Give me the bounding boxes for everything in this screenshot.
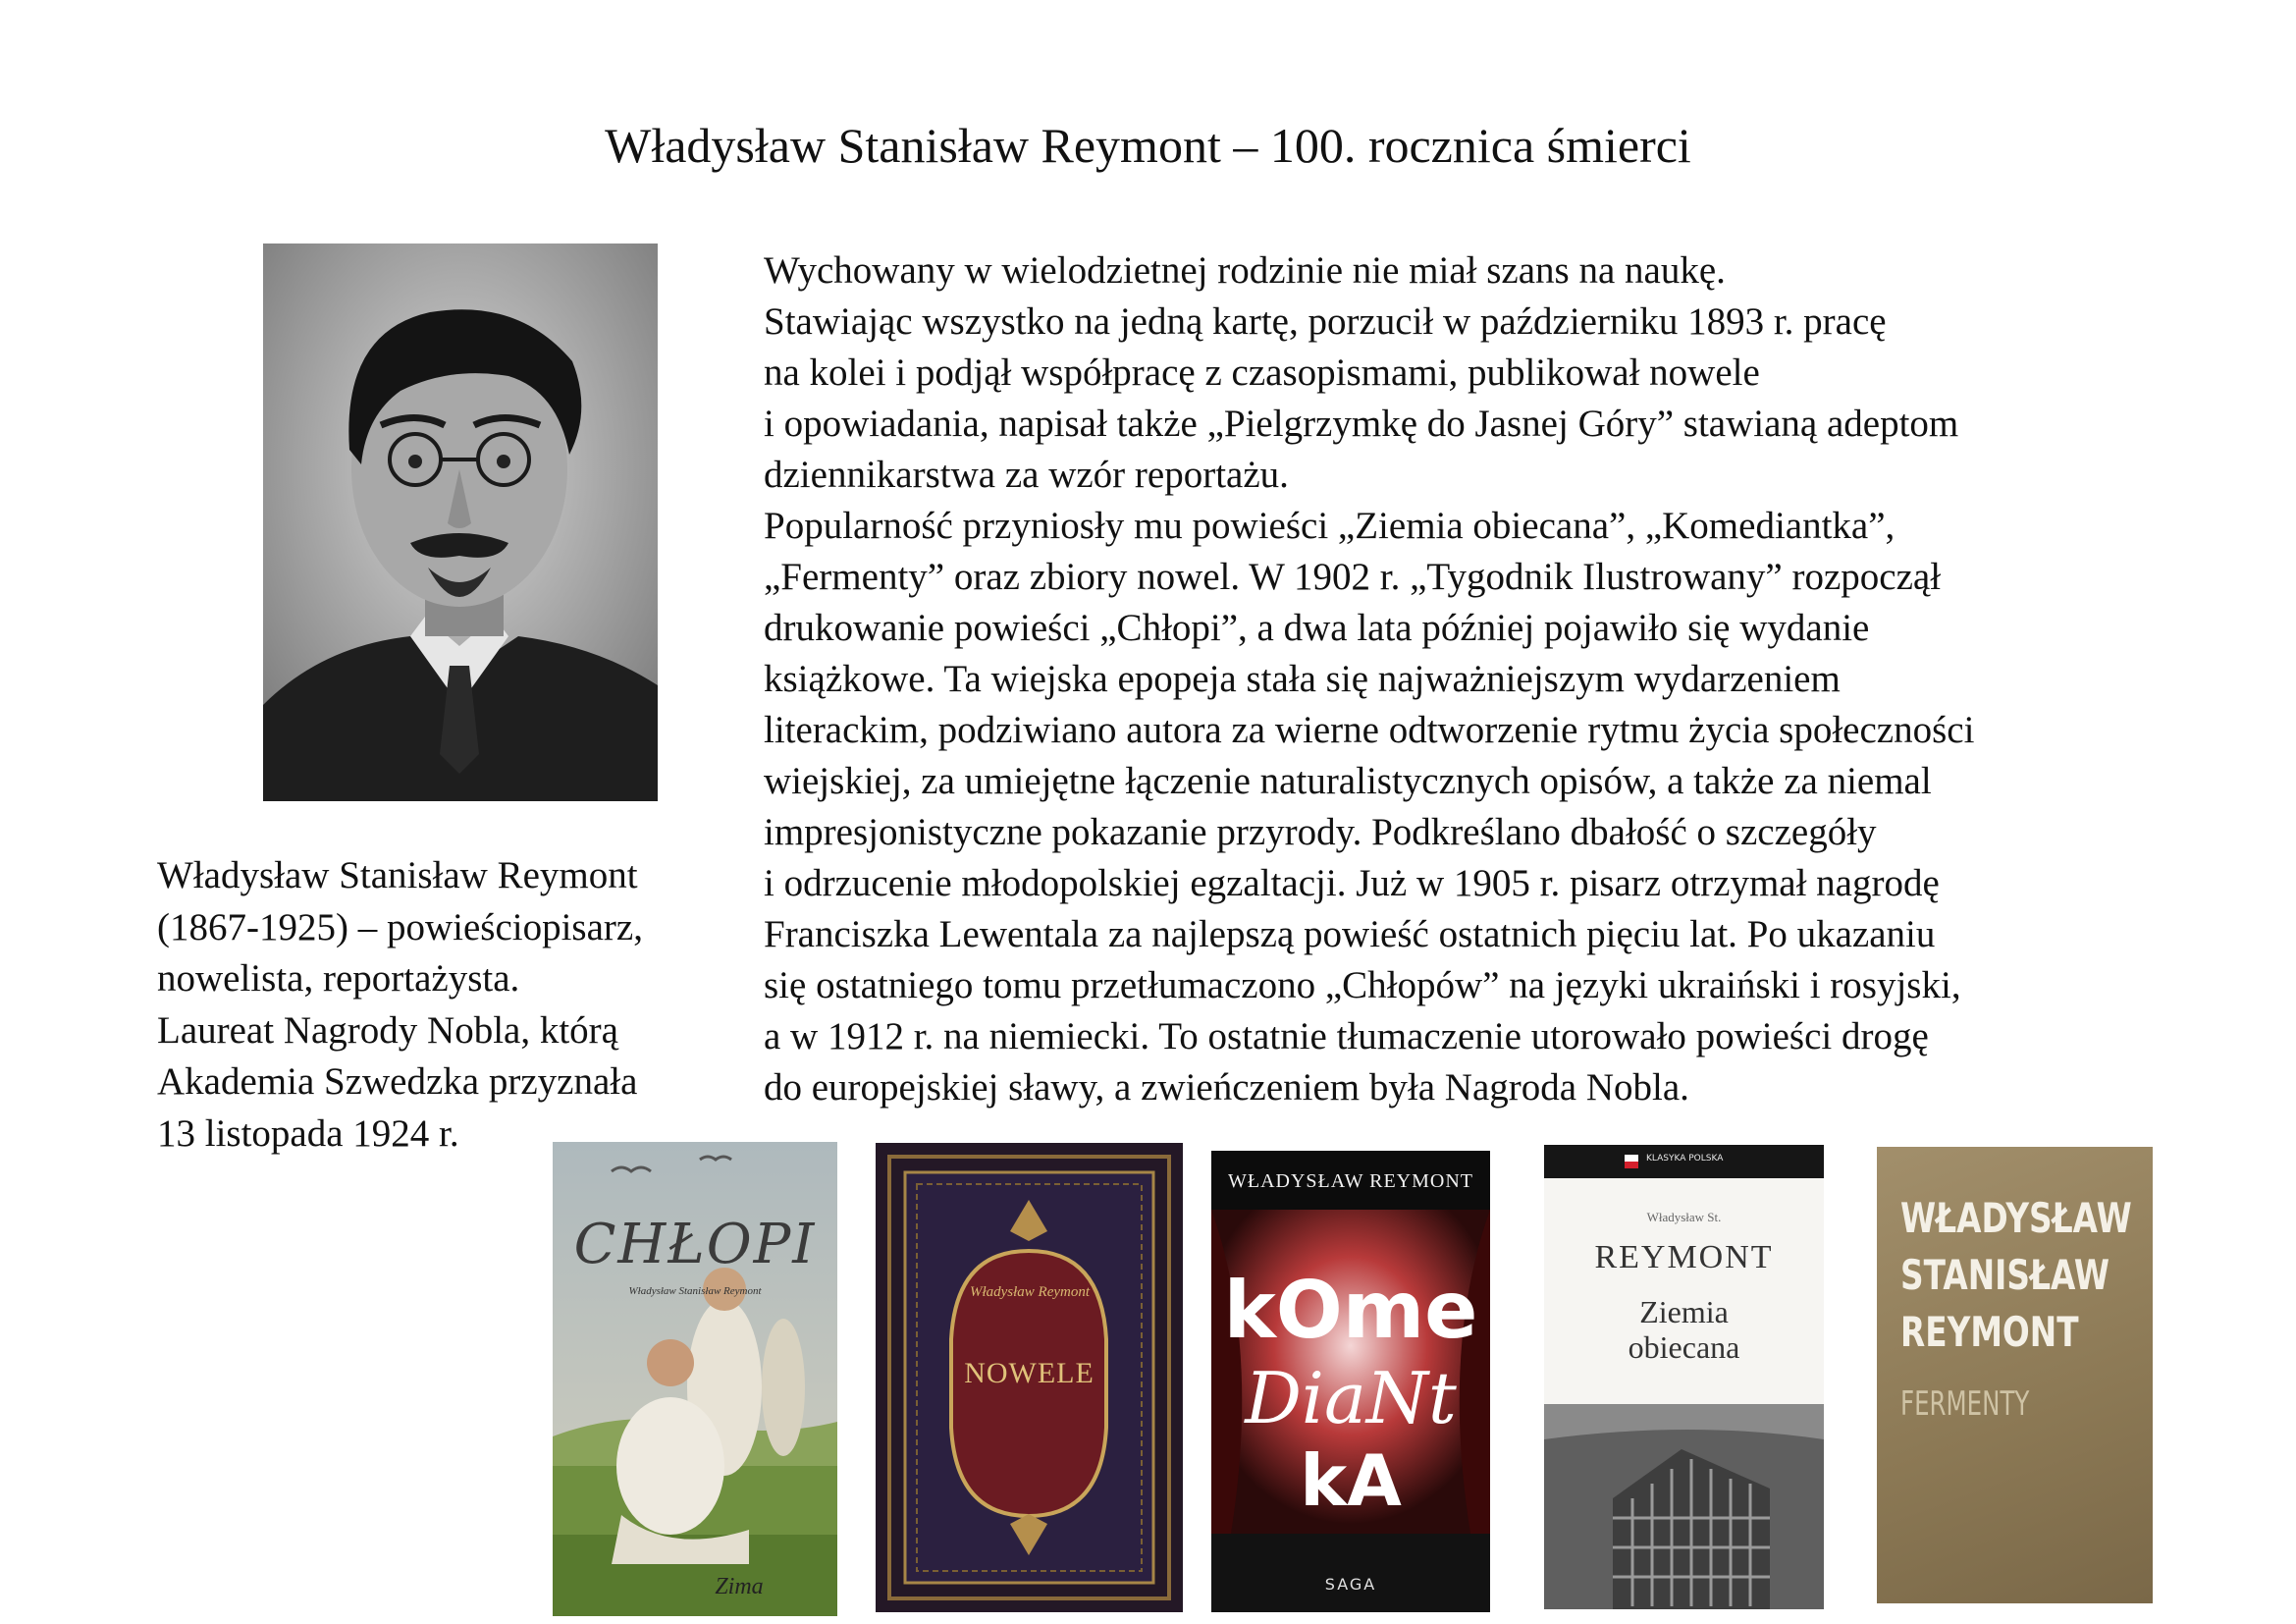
cover-publisher: SAGA [1324,1575,1377,1594]
text-line: Franciszka Lewentala za najlepszą powieść ostatnich pięciu lat. Po ukazaniu [764,913,1936,955]
text-line: drukowanie powieści „Chłopi”, a dwa lata później pojawiło się wydanie [764,607,1870,649]
cover-author-line-1: WŁADYSŁAW [1900,1194,2132,1242]
text-line: dziennikarstwa za wzór reportażu. [764,454,1289,496]
cover-author: WŁADYSŁAW REYMONT [1227,1170,1473,1192]
cover-title-line-2: obiecana [1628,1329,1740,1365]
cover-title-line-1: Ziemia [1639,1294,1729,1329]
cover-author: Władysław Stanisław Reymont [628,1285,762,1297]
page-title: Władysław Stanisław Reymont – 100. rocznica śmierci [605,118,1691,173]
cover-title-line-3: kA [1300,1439,1402,1522]
book-cover-chlopi [553,1142,837,1616]
text-line: a w 1912 r. na niemiecki. To ostatnie tłumaczenie utorowało powieści drogę [764,1015,1929,1057]
portrait-caption: Władysław Stanisław Reymont (1867-1925) – powieściopisarz, nowelista, reportażysta. Laureat Nagrody Nobla, którą Akademia Szwedzka przyznała 13 listopada 1924 r. [157,854,643,1155]
text-line: Stawiając wszystko na jedną kartę, porzucił w październiku 1893 r. pracę [764,300,1887,343]
cover-author-line-3: REYMONT [1900,1308,2079,1356]
cover-title-line-2: DiaNt [1245,1357,1457,1439]
cover-volume: Zima [715,1574,764,1599]
text-line: „Fermenty” oraz zbiory nowel. W 1902 r. „Tygodnik Ilustrowany” rozpoczął [764,556,1942,598]
text-line: impresjonistyczne pokazanie przyrody. Podkreślano dbałość o szczegóły [764,811,1877,853]
text-line: na kolei i podjął współpracę z czasopismami, publikował nowele [764,352,1760,394]
text-line: książkowe. Ta wiejska epopeja stała się najważniejszym wydarzeniem [764,658,1841,700]
cover-title: NOWELE [964,1357,1095,1389]
biography-text [764,245,2187,1113]
book-cover-fermenty [1877,1147,2153,1603]
text-line: i opowiadania, napisał także „Pielgrzymkę do Jasnej Góry” stawianą adeptom [764,403,1959,445]
text-line: wiejskiej, za umiejętne łączenie naturalistycznych opisów, a także za niemal [764,760,1932,802]
cover-author-line-2: STANISŁAW [1900,1251,2110,1299]
author-portrait [263,244,658,801]
text-line: się ostatniego tomu przetłumaczono „Chłopów” na języki ukraiński i rosyjski, [764,964,1961,1006]
cover-title: CHŁOPI [573,1213,817,1276]
portrait-photo-icon [263,244,658,801]
book-cover-nowele [876,1143,1183,1612]
text-line: Wychowany w wielodzietnej rodzinie nie miał szans na naukę. [764,249,1726,292]
text-line: Popularność przyniosły mu powieści „Ziemia obiecana”, „Komediantka”, [764,505,1896,547]
cover-author: Władysław Reymont [969,1284,1091,1300]
text-line: literackim, podziwiano autora za wierne odtworzenie rytmu życia społeczności [764,709,1975,751]
book-cover-komediantka [1211,1151,1490,1612]
cover-title: FERMENTY [1900,1384,2030,1424]
text-line: do europejskiej sławy, a zwieńczeniem była Nagroda Nobla. [764,1066,1689,1109]
book-cover-ziemia-obiecana [1544,1145,1824,1609]
cover-series: KLASYKA POLSKA [1646,1154,1724,1164]
cover-title-line-1: kOme [1223,1265,1478,1356]
text-line: i odrzucenie młodopolskiej egzaltacji. Już w 1905 r. pisarz otrzymał nagrodę [764,862,1940,904]
cover-author-last: REYMONT [1594,1239,1774,1275]
cover-author-first: Władysław St. [1646,1210,1722,1224]
